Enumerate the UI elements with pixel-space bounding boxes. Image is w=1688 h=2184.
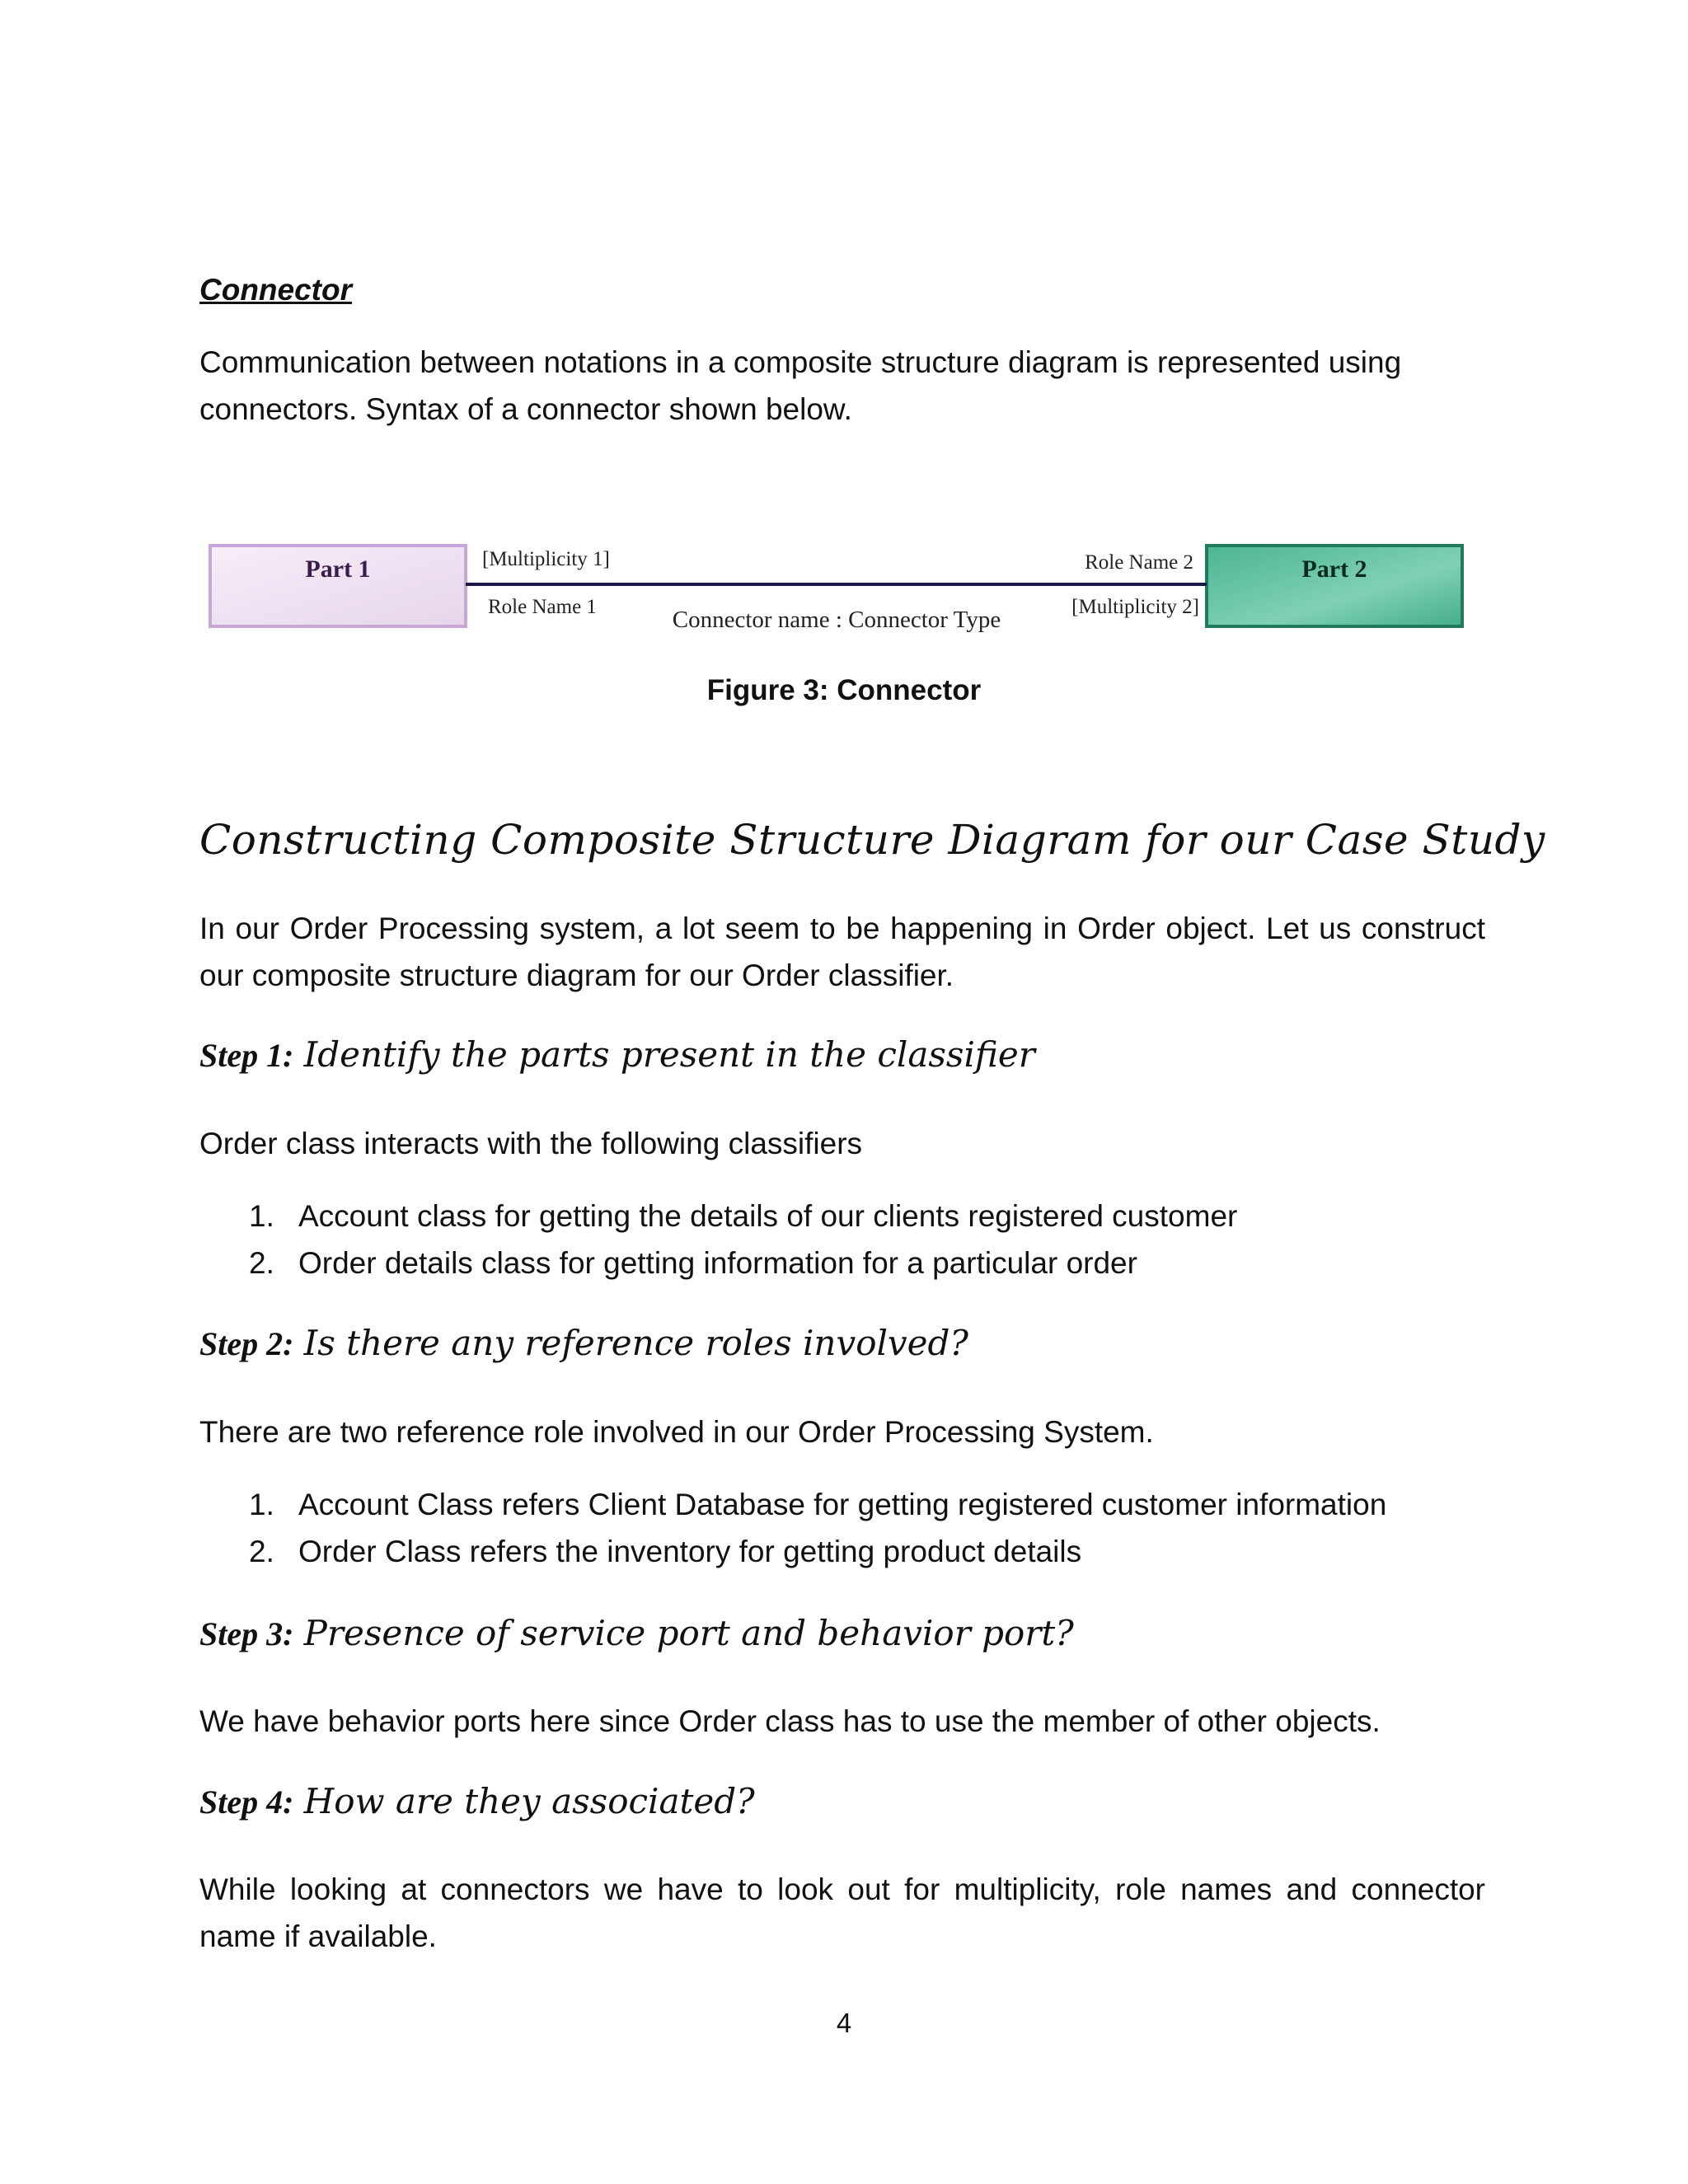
step-label: Step 4: bbox=[199, 1783, 294, 1821]
part2-label: Part 2 bbox=[1301, 555, 1367, 583]
intro-case-paragraph: In our Order Processing system, a lot seem to be happening in Order object. Let us construct our composite structure diagram for our Order classifier. bbox=[199, 912, 1485, 992]
list-item: 2. Order details class for getting information for a particular order bbox=[249, 1246, 1137, 1280]
step-2-text: There are two reference role involved in our Order Processing System. bbox=[199, 1415, 1154, 1449]
step-label: Step 2: bbox=[199, 1325, 294, 1362]
role1-label: Role Name 1 bbox=[488, 596, 597, 618]
step-4-text: While looking at connectors we have to look out for multiplicity, role names and connector name if available. bbox=[199, 1872, 1485, 1953]
step-1-list bbox=[199, 1193, 1485, 1286]
step-title: Presence of service port and behavior port? bbox=[303, 1613, 1074, 1653]
list-item: 1. Account class for getting the details of our clients registered customer bbox=[249, 1199, 1238, 1233]
step-2-list bbox=[199, 1481, 1485, 1575]
step-1-text: Order class interacts with the following classifiers bbox=[199, 1127, 863, 1160]
intro-paragraph bbox=[199, 339, 1485, 433]
connector-name-label: Connector name : Connector Type bbox=[672, 607, 1001, 633]
multiplicity2-label: [Multiplicity 2] bbox=[1071, 596, 1199, 618]
page-number: 4 bbox=[836, 2008, 852, 2038]
figure-caption: Figure 3: Connector bbox=[706, 674, 982, 706]
list-item: 1. Account Class refers Client Database for getting registered customer information bbox=[249, 1488, 1387, 1521]
intro-line-2: connectors. Syntax of a connector shown below. bbox=[199, 392, 852, 426]
role2-label: Role Name 2 bbox=[1085, 551, 1193, 574]
step-title: Identify the parts present in the classifier bbox=[303, 1034, 1035, 1075]
part1-label: Part 1 bbox=[305, 555, 371, 583]
step-title: Is there any reference roles involved? bbox=[303, 1323, 968, 1363]
step-1-heading bbox=[199, 1030, 1035, 1080]
list-item: 2. Order Class refers the inventory for getting product details bbox=[249, 1535, 1082, 1568]
step-3-heading bbox=[199, 1609, 1074, 1659]
step-2-heading bbox=[199, 1319, 968, 1369]
step-label: Step 1: bbox=[199, 1037, 294, 1074]
connector-diagram bbox=[198, 534, 1484, 641]
step-3-text: We have behavior ports here since Order class has to use the member of other objects. bbox=[199, 1704, 1381, 1738]
step-label: Step 3: bbox=[199, 1615, 294, 1652]
section-heading: Constructing Composite Structure Diagram for our Case Study bbox=[199, 816, 1545, 864]
step-4-heading bbox=[199, 1777, 755, 1827]
intro-line-1: Communication between notations in a composite structure diagram is represented using bbox=[199, 345, 1402, 379]
step-title: How are they associated? bbox=[303, 1781, 755, 1821]
multiplicity1-label: [Multiplicity 1] bbox=[482, 548, 610, 570]
section-label: Connector bbox=[199, 273, 352, 307]
